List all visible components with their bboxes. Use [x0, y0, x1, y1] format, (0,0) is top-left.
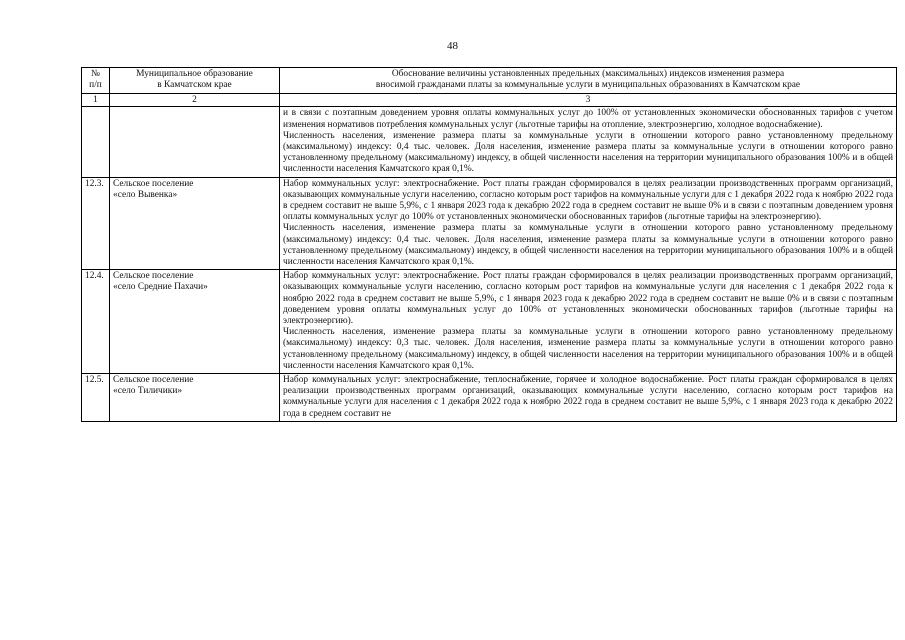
table-row — [82, 374, 897, 422]
page-number: 48 — [447, 40, 458, 52]
row-number — [82, 107, 110, 177]
paragraph: Набор коммунальных услуг: электроснабжение. Рост платы граждан сформировался в целях реализации производственных программ организаций, оказывающих коммунальные услуги населению, согласно которым рост тарифов на коммунальные услуги для населения с 1 декабря 2022 года к ноябрю 2022 года в среднем составит не выше 5,9%, с 1 января 2023 года к декабрю 2022 года в среднем составит не выше 0% и в связи с поэтапным доведением уровня оплаты коммунальных услуг до 100% от установленных экономически обоснованных тарифов (льготные тарифы на электроэнергию). — [283, 271, 893, 327]
row-justification — [280, 374, 897, 422]
paragraph: и в связи с поэтапным доведением уровня оплаты коммунальных услуг до 100% от установленных экономически обоснованных тарифов с учетом изменения нормативов потребления коммунальных услуг (льготные тарифы на отопление, электроэнергию, холодное водоснабжение). — [283, 108, 893, 130]
paragraph: Численность населения, изменение размера платы за коммунальные услуги в отношении которого равно установленному предельному (максимальному) индексу: 0,4 тыс. человек. Доля населения, изменение размера платы за коммунальные услуги в отношении которого равно установленному предельному (максимальному) индексу, в общей численности населения на территории муниципального образования 100% и в общей численности населения Камчатского края 0,1%. — [283, 223, 893, 268]
header-col-number-line: № — [91, 69, 100, 79]
column-number-1: 1 — [82, 94, 110, 107]
table-row — [82, 107, 897, 177]
header-col-number-line: п/п — [89, 80, 102, 91]
municipality-name: «село Тиличики» — [113, 386, 183, 397]
row-number: 12.3. — [82, 177, 110, 270]
row-number: 12.5. — [82, 374, 110, 422]
header-col-justification-line: Обоснование величины установленных предельных (максимальных) индексов изменения размера — [391, 69, 785, 79]
row-municipality — [110, 107, 280, 177]
column-numbering-row — [82, 94, 897, 107]
paragraph: Численность населения, изменение размера платы за коммунальные услуги в отношении которого равно установленному предельному (максимальному) индексу: 0,3 тыс. человек. Доля населения, изменение размера платы за коммунальные услуги в отношении которого равно установленному предельному (максимальному) индексу, в общей численности населения на территории муниципального образования 100% и в общей численности населения Камчатского края 0,1%. — [283, 327, 893, 371]
municipality-name: «село Вывенка» — [113, 189, 178, 200]
municipality-type: Сельское поселение — [113, 178, 194, 189]
municipality-type: Сельское поселение — [113, 375, 194, 386]
row-justification — [280, 177, 897, 270]
table-header-row — [82, 68, 897, 94]
column-number-3: 3 — [280, 94, 897, 107]
municipality-type: Сельское поселение — [113, 271, 194, 282]
header-col-municipality-line: Муниципальное образование — [136, 69, 253, 79]
row-justification — [280, 270, 897, 374]
row-justification — [280, 107, 897, 177]
row-municipality — [110, 177, 280, 270]
municipality-name: «село Средние Пахачи» — [113, 282, 208, 293]
header-col-municipality-line: в Камчатском крае — [157, 80, 232, 91]
paragraph: Набор коммунальных услуг: электроснабжение, теплоснабжение, горячее и холодное водоснабжение. Рост платы граждан сформировался в целях реализации производственных программ организаций, оказывающих коммунальные услуги населению, согласно которым рост тарифов на коммунальные услуги для населения с 1 декабря 2022 года к ноябрю 2022 года в среднем составит не выше 5,9%, с 1 января 2023 года к декабрю 2022 года в среднем составит не — [283, 375, 893, 419]
row-municipality — [110, 270, 280, 374]
table-row — [82, 270, 897, 374]
header-col-justification — [280, 68, 897, 94]
row-number: 12.4. — [82, 270, 110, 374]
header-col-number — [82, 68, 110, 94]
indices-table — [81, 67, 897, 422]
header-col-municipality — [110, 68, 280, 94]
paragraph: Численность населения, изменение размера платы за коммунальные услуги в отношении которого равно установленному предельному (максимальному) индексу: 0,4 тыс. человек. Доля населения, изменение размера платы за коммунальные услуги в отношении которого равно установленному предельному (максимальному) индексу, в общей численности населения на территории муниципального образования 100% и в общей численности населения Камчатского края 0,1%. — [283, 130, 893, 175]
row-municipality — [110, 374, 280, 422]
header-col-justification-line: вносимой гражданами платы за коммунальные услуги в муниципальных образованиях в Камчатском крае — [375, 80, 801, 91]
table-row — [82, 177, 897, 270]
column-number-2: 2 — [110, 94, 280, 107]
paragraph: Набор коммунальных услуг: электроснабжение. Рост платы граждан сформировался в целях реализации производственных программ организаций, оказывающих коммунальные услуги населению, согласно которым рост тарифов на коммунальные услуги для с 1 декабря 2022 года к ноябрю 2022 года в среднем составит не выше 5,9%, с 1 января 2023 года к декабрю 2022 года в среднем составит не выше 0% и в связи с поэтапным доведением уровня оплаты коммунальных услуг до 100% от установленных экономически обоснованных тарифов (льготные тарифы на электроэнергию). — [283, 178, 893, 223]
